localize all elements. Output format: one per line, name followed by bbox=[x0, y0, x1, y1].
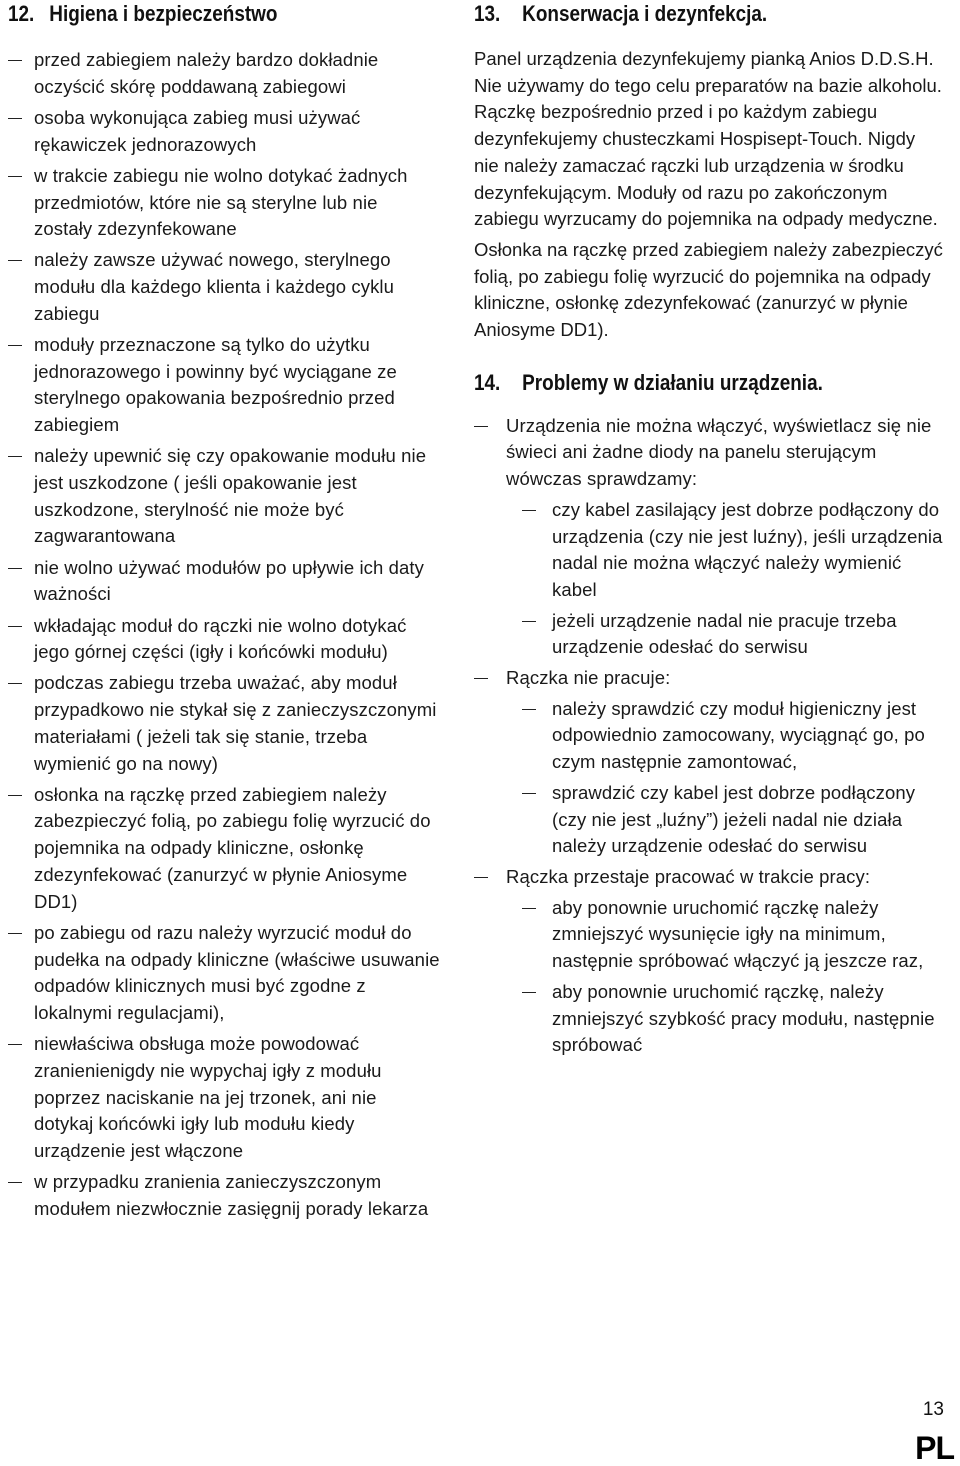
page-number: 13 bbox=[922, 1399, 944, 1420]
section-13-heading bbox=[474, 1, 878, 27]
dash-bullet bbox=[8, 60, 22, 61]
dash-bullet bbox=[8, 626, 22, 627]
list-item: Urządzenia nie można włączyć, wyświetlacz się nie świeci ani żadne diody na panelu sterującym wówczas sprawdzamy: czy kabel zasilający jest dobrze podłączony do urządzenia (czy nie jest luźny), jeśli urządzenia nadal nie można włączyć należy wymienić kabel jeżeli urządzenie nadal nie pracuje trzeba urządzenie odesłać do serwisu bbox=[474, 413, 944, 661]
section-title: Problemy w działaniu urządzenia. bbox=[522, 369, 823, 395]
sub-list-item: aby ponownie uruchomić rączkę należy zmniejszyć wysunięcie igły na minimum, następnie spróbować włączyć ją jeszcze raz, bbox=[506, 895, 944, 975]
list-item: należy zawsze używać nowego, sterylnego modułu dla każdego klienta i każdego cyklu zabiegu bbox=[8, 247, 440, 327]
list-item: podczas zabiegu trzeba uważać, aby moduł przypadkowo nie stykał się z zanieczyszczonymi materiałami ( jeżeli tak się stanie, trzeba wymienić go na nowy) bbox=[8, 670, 440, 777]
dash-bullet bbox=[8, 456, 22, 457]
dash-bullet bbox=[522, 709, 536, 710]
dash-bullet bbox=[8, 1044, 22, 1045]
list-item: Rączka przestaje pracować w trakcie pracy: aby ponownie uruchomić rączkę należy zmniejszyć wysunięcie igły na minimum, następnie spróbować włączyć ją jeszcze raz, aby ponownie uruchomić rączkę, należy zmniejszyć szybkość pracy modułu, następnie spróbować bbox=[474, 864, 944, 1059]
sub-list bbox=[506, 895, 944, 1059]
dash-bullet bbox=[8, 176, 22, 177]
list-item: Rączka nie pracuje: należy sprawdzić czy moduł higieniczny jest odpowiednio zamocowany, wyciągnąć go, po czym następnie zamontować, sprawdzić czy kabel jest dobrze podłączony (czy nie jest „luźny”) jeżeli nadal nie działa należy urządzenie odesłać do serwisu bbox=[474, 665, 944, 860]
section-title: Konserwacja i dezynfekcja. bbox=[522, 1, 768, 26]
dash-bullet bbox=[522, 908, 536, 909]
list-item: w trakcie zabiegu nie wolno dotykać żadnych przedmiotów, które nie są sterylne lub nie zostały zdezynfekowane bbox=[8, 163, 440, 243]
sub-list-item: sprawdzić czy kabel jest dobrze podłączony (czy nie jest „luźny”) jeżeli nadal nie działa należy urządzenie odesłać do serwisu bbox=[506, 780, 944, 860]
maintenance-paragraph: Panel urządzenia dezynfekujemy pianką Anios D.D.S.H. Nie używamy do tego celu preparatów na bazie alkoholu. Rączkę bezpośrednio przed i po każdym zabiegu dezynfekujemy chusteczkami Hospisept-Touch. Nigdy nie należy zamaczać rączki lub urządzenia w środku dezynfekującym. Moduły od razu po zakończonym zabiegu wyrzucamy do pojemnika na odpady medyczne. bbox=[474, 48, 942, 230]
dash-bullet bbox=[8, 260, 22, 261]
sub-list-item: czy kabel zasilający jest dobrze podłączony do urządzenia (czy nie jest luźny), jeśli urządzenia nadal nie można włączyć należy wymienić kabel bbox=[506, 497, 944, 604]
dash-bullet bbox=[8, 933, 22, 934]
dash-bullet bbox=[8, 345, 22, 346]
dash-bullet bbox=[8, 683, 22, 684]
sub-list-item: jeżeli urządzenie nadal nie pracuje trzeba urządzenie odesłać do serwisu bbox=[506, 608, 944, 661]
list-item: osłonka na rączkę przed zabiegiem należy zabezpieczyć folią, po zabiegu folię wyrzucić do pojemnika na odpady kliniczne, osłonkę zdezynfekować (zanurzyć w płynie Aniosyme DD1) bbox=[8, 782, 440, 916]
dash-bullet bbox=[8, 118, 22, 119]
list-item: osoba wykonująca zabieg musi używać rękawiczek jednorazowych bbox=[8, 105, 440, 158]
sub-list-item: aby ponownie uruchomić rączkę, należy zmniejszyć szybkość pracy modułu, następnie spróbować bbox=[506, 979, 944, 1059]
dash-bullet bbox=[522, 992, 536, 993]
dash-bullet bbox=[8, 795, 22, 796]
section-14-heading bbox=[474, 370, 878, 396]
dash-bullet bbox=[522, 793, 536, 794]
section-title: Higiena i bezpieczeństwo bbox=[49, 1, 278, 26]
language-code: PL bbox=[915, 1430, 954, 1466]
section-number: 12. bbox=[8, 1, 35, 26]
sub-list-item: należy sprawdzić czy moduł higieniczny jest odpowiednio zamocowany, wyciągnąć go, po czym następnie zamontować, bbox=[506, 696, 944, 776]
list-item: po zabiegu od razu należy wyrzucić moduł do pudełka na odpady kliniczne (właściwe usuwanie odpadów klinicznych musi być zgodne z lokalnymi regulacjami), bbox=[8, 920, 440, 1027]
list-item: nie wolno używać modułów po upływie ich daty ważności bbox=[8, 555, 440, 608]
list-item: w przypadku zranienia zanieczyszczonym modułem niezwłocznie zasięgnij porady lekarza bbox=[8, 1169, 440, 1222]
hygiene-safety-list bbox=[8, 47, 440, 1223]
sub-list bbox=[506, 696, 944, 860]
dash-bullet bbox=[474, 877, 488, 878]
dash-bullet bbox=[8, 568, 22, 569]
section-12-heading bbox=[8, 1, 380, 27]
list-item: należy upewnić się czy opakowanie modułu nie jest uszkodzone ( jeśli opakowanie jest uszkodzone, sterylność nie może być zagwarantowana bbox=[8, 443, 440, 550]
dash-bullet bbox=[8, 1182, 22, 1183]
section-number: 14. bbox=[474, 369, 501, 395]
right-column bbox=[474, 0, 944, 1063]
list-item: przed zabiegiem należy bardzo dokładnie oczyścić skórę poddawaną zabiegowi bbox=[8, 47, 440, 100]
dash-bullet bbox=[474, 678, 488, 679]
dash-bullet bbox=[522, 621, 536, 622]
list-item: moduły przeznaczone są tylko do użytku jednorazowego i powinny być wyciągane ze sterylnego opakowania bezpośrednio przed zabiegiem bbox=[8, 332, 440, 439]
maintenance-paragraph: Osłonka na rączkę przed zabiegiem należy zabezpieczyć folią, po zabiegu folię wyrzucić do pojemnika na odpady kliniczne, osłonkę zdezynfekować (zanurzyć w płynie Aniosyme DD1). bbox=[474, 238, 943, 341]
left-column bbox=[8, 0, 440, 1227]
list-item: niewłaściwa obsługa może powodować zranienienigdy nie wypychaj igły z modułu poprzez naciskanie na jej trzonek, ani nie dotykaj końcówki igły lub modułu kiedy urządzenie jest włączone bbox=[8, 1031, 440, 1165]
section-number: 13. bbox=[474, 1, 501, 26]
list-item: wkładając moduł do rączki nie wolno dotykać jego górnej części (igły i końcówki modułu) bbox=[8, 613, 440, 666]
troubleshooting-list bbox=[474, 413, 944, 1059]
dash-bullet bbox=[474, 426, 488, 427]
dash-bullet bbox=[522, 510, 536, 511]
sub-list bbox=[506, 497, 944, 661]
